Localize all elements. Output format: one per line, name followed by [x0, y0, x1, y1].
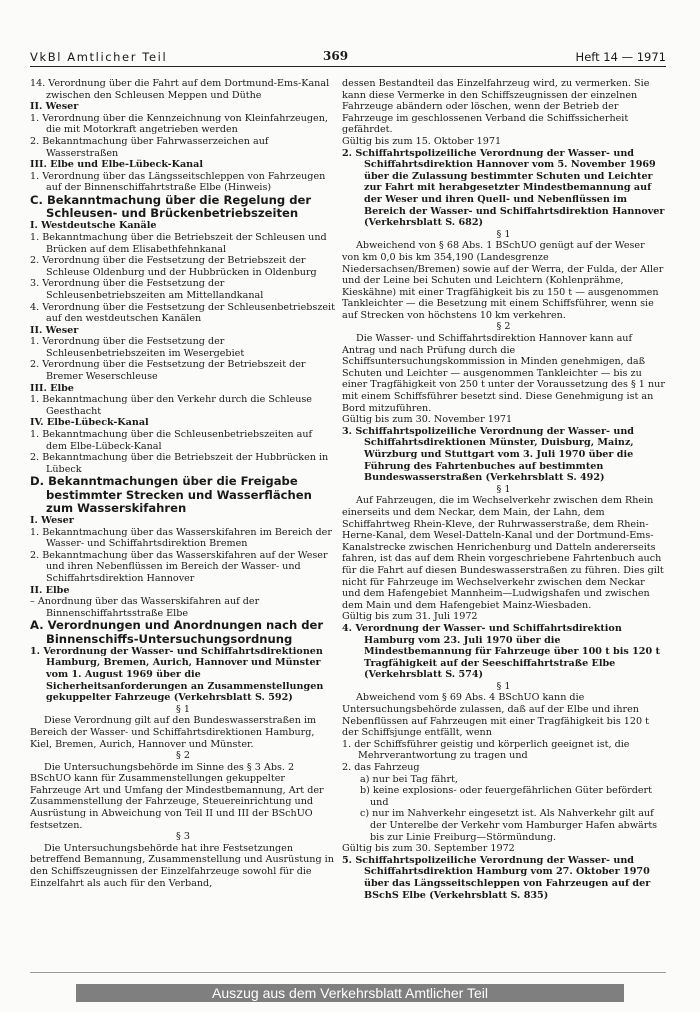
left-column-paragraph: § 1	[176, 703, 190, 715]
right-column-paragraph: 3. Schiffahrtspolizeiliche Verordnung der Wasser- und Schiffahrtsdirektionen Münster, Duisburg, Mainz, Würzburg und Stuttgart vom 3. Juli 1970 über die Führung des Fahrtenbuches auf bestimmten Bundeswasserstraßen (Verkehrsblatt S. 492)	[342, 425, 634, 484]
left-column-paragraph: 3. Verordnung über die Festsetzung der Schleusenbetriebszeiten am Mittellandkanal	[30, 278, 264, 301]
left-column-paragraph: § 3	[176, 831, 190, 843]
right-column-paragraph: Gültig bis zum 30. September 1972	[342, 843, 515, 855]
left-column-paragraph: II. Weser	[30, 324, 79, 336]
right-column-paragraph: b) keine explosions- oder feuergefährlichen Güter befördert und	[360, 785, 652, 808]
left-column-paragraph: 1. Verordnung über das Längsseitschleppen von Fahrzeugen auf der Binnenschiffahrtstraße Elbe (Hinweis)	[30, 170, 326, 194]
left-column-paragraph: 1. Bekanntmachung über das Wasserskifahren im Bereich der Wasser- und Schiffahrtsdirektion Bremen	[30, 526, 332, 550]
page-number: 369	[323, 49, 349, 63]
left-column-paragraph: 1. Bekanntmachung über die Betriebszeit der Schleusen und Brücken auf dem Elisabethfehnkanal	[30, 231, 327, 255]
footer-banner: Auszug aus dem Verkehrsblatt Amtlicher Teil	[76, 984, 624, 1002]
left-column-paragraph: Die Untersuchungsbehörde hat ihre Festsetzungen betreffend Bemannung, Zusammenstellung und Ausrüstung in den Schiffszeugnissen der Einzelfahrzeuge sowohl für die Einzelfahrt als auch für den Verband,	[30, 842, 334, 889]
left-column-paragraph: 1. Bekanntmachung über den Verkehr durch die Schleuse Geesthacht	[30, 394, 312, 417]
left-column-paragraph: 14. Verordnung über die Fahrt auf dem Dortmund-Ems-Kanal zwischen den Schleusen Meppen und Düthe	[30, 78, 330, 101]
right-column-paragraph: § 1	[496, 228, 511, 240]
right-column-paragraph: a) nur bei Tag fährt,	[360, 773, 458, 785]
right-column-paragraph: Auf Fahrzeugen, die im Wechselverkehr zwischen dem Rhein einerseits und dem Neckar, dem Main, der Lahn, dem Schiffahrtweg Rhein-Kleve, der Ruhrwasserstraße, dem Rhein-Herne-Kanal, dem Wesel-Datteln-Kanal und der Dortmund-Ems-Kanalstrecke zwischen Henrichenburg und Datteln andererseits fahren, ist das auf dem Rhein vorgeschriebene Fahrtenbuch auch für die Fahrt auf diesen Bundeswasserstraßen zu führen. Dies gilt nicht für Fahrzeuge im Wechselverkehr zwischen dem Neckar und dem Hafengebiet Mannheim—Ludwigshafen und zwischen dem Main und dem Hafengebiet Mainz-Wiesbaden.	[342, 495, 664, 611]
right-column	[342, 78, 665, 901]
left-column-paragraph: Diese Verordnung gilt auf den Bundeswasserstraßen im Bereich der Wasser- und Schiffahrtsdirektionen Hamburg, Kiel, Bremen, Aurich, Hannover und Münster.	[30, 715, 317, 750]
left-column-paragraph: 2. Verordnung über die Festsetzung der Betriebszeit der Bremer Weserschleuse	[30, 359, 306, 383]
left-column-paragraph: § 2	[176, 750, 190, 762]
left-column-paragraph: 2. Bekanntmachung über die Betriebszeit der Hubbrücken in Lübeck	[30, 452, 329, 475]
footer-rule	[30, 972, 666, 973]
left-column-paragraph: – Anordnung über das Wasserskifahren auf der Binnenschiffahrtsstraße Elbe	[30, 596, 260, 619]
left-column-paragraph: 2. Verordnung über die Festsetzung der Betriebszeit der Schleuse Oldenburg und der Hubbrücken in Oldenburg	[30, 255, 317, 278]
left-column	[30, 78, 336, 889]
left-column-paragraph: IV. Elbe-Lübeck-Kanal	[30, 417, 149, 429]
right-column-paragraph: 4. Verordnung der Wasser- und Schiffahrtsdirektion Hamburg vom 23. Juli 1970 über die Mindestbemannung für Fahrzeuge über 100 t bis 120 t Tragfähigkeit auf der Seeschiffahrtstraße Elbe (Verkehrsblatt S. 574)	[342, 622, 660, 681]
right-column-paragraph: § 1	[496, 483, 511, 495]
left-column-paragraph: I. Weser	[30, 515, 74, 527]
left-column-paragraph: III. Elbe	[30, 382, 74, 394]
right-column-paragraph: Abweichend vom § 69 Abs. 4 BSchUO kann die Untersuchungsbehörde zulassen, daß auf der Elbe und ihren Nebenflüssen auf Fahrzeugen mit einer Tragfähigkeit bis 120 t der Schiffsjunge entfällt, wenn	[342, 692, 650, 739]
header-rule	[30, 66, 666, 67]
right-column-paragraph: § 1	[496, 680, 511, 692]
right-column-paragraph: Abweichend von § 68 Abs. 1 BSchUO genügt auf der Weser von km 0,0 bis km 354,190 (Landesgrenze Niedersachsen/Bremen) sowie auf der Werra, der Fulda, der Aller und der Leine bei Schuten und Leichtern (Kohlenprähme, Kieskähne) mit einer Tragfähigkeit bis zu 150 t — ausgenommen Tankleichter — die Besetzung mit einem Schiffsführer, wenn sie auf Strecken von höchstens 10 km verkehren.	[342, 240, 664, 321]
left-column-paragraph: II. Elbe	[30, 584, 70, 596]
right-column-paragraph: 2. Schiffahrtspolizeiliche Verordnung der Wasser- und Schiffahrtsdirektion Hannover vom 5. November 1969 über die Zulassung bestimmter Schuten und Leichter zur Fahrt mit herabgesetzter Mindestbemannung auf der Weser und ihren Quell- und Nebenflüssen im Bereich der Wasser- und Schiffahrtsdirektion Hannover (Verkehrsblatt S. 682)	[342, 147, 665, 229]
left-column-paragraph: I. Westdeutsche Kanäle	[30, 220, 157, 232]
issue-label: Heft 14 — 1971	[575, 50, 666, 64]
right-column-paragraph: dessen Bestandteil das Einzelfahrzeug wird, zu vermerken. Sie kann diese Vermerke in den Schiffszeugnissen der einzelnen Fahrzeuge abändern oder löschen, wenn der Betrieb der Fahrzeuge im geschlossenen Verband die Schiffssicherheit gefährdet.	[342, 78, 650, 136]
left-column-paragraph: III. Elbe und Elbe-Lübeck-Kanal	[30, 159, 204, 171]
right-column-paragraph: § 2	[496, 321, 511, 333]
left-column-paragraph: 2. Bekanntmachung über das Wasserskifahren auf der Weser und ihren Nebenflüssen im Bereich der Wasser- und Schiffahrtsdirektion Hannover	[30, 549, 328, 584]
journal-title: VkBl Amtlicher Teil	[30, 50, 168, 64]
right-column-paragraph: 1. der Schiffsführer geistig und körperlich geeignet ist, die Mehrverantwortung zu tragen und	[342, 738, 630, 762]
left-column-paragraph: II. Weser	[30, 101, 79, 113]
left-column-paragraph: C. Bekanntmachung über die Regelung der Schleusen- und Brückenbetriebszeiten	[30, 192, 312, 221]
right-column-paragraph: Die Wasser- und Schiffahrtsdirektion Hannover kann auf Antrag und nach Prüfung durch die Schiffsuntersuchungskommission in Minden genehmigen, daß Schuten und Leichter — ausgenommen Tankleichter — bis zu einer Tragfähigkeit von 250 t unter der Voraussetzung des § 1 nur mit einem Schiffsführer besetzt sind. Diese Genehmigung ist an Bord mitzuführen.	[342, 333, 665, 414]
left-column-paragraph: A. Verordnungen und Anordnungen nach der Binnenschiffs-Untersuchungsordnung	[30, 618, 324, 646]
right-column-paragraph: 2. das Fahrzeug	[342, 762, 420, 774]
left-column-paragraph: D. Bekanntmachungen über die Freigabe bestimmter Strecken und Wasserflächen zum Wasserskifahren	[30, 474, 312, 515]
left-column-paragraph: 2. Bekanntmachung über Fahrwasserzeichen auf Wasserstraßen	[30, 135, 269, 159]
left-column-paragraph: 1. Bekanntmachung über die Schleusenbetriebszeiten auf dem Elbe-Lübeck-Kanal	[30, 429, 313, 452]
left-column-paragraph: 1. Verordnung über die Festsetzung der Schleusenbetriebszeiten im Wesergebiet	[30, 336, 245, 359]
left-column-paragraph: 1. Verordnung über die Kennzeichnung von Kleinfahrzeugen, die mit Motorkraft angetrieben werden	[30, 112, 328, 136]
left-column-paragraph: 1. Verordnung der Wasser- und Schiffahrtsdirektionen Hamburg, Bremen, Aurich, Hannover und Münster vom 1. August 1969 über die Sicherheitsanforderungen an Zusammenstellungen gekuppelter Fahrzeuge (Verkehrsblatt S. 592)	[30, 645, 324, 704]
left-column-paragraph: 4. Verordnung über die Festsetzung der Schleusenbetriebszeit auf den westdeutschen Kanälen	[30, 301, 335, 325]
page-header	[30, 50, 666, 66]
right-column-paragraph: 5. Schiffahrtspolizeiliche Verordnung der Wasser- und Schiffahrtsdirektion Hamburg vom 27. Oktober 1970 über das Längsseitschleppen von Fahrzeugen auf der BSchS Elbe (Verkehrsblatt S. 835)	[342, 854, 651, 901]
right-column-paragraph: Gültig bis zum 31. Juli 1972	[342, 611, 478, 623]
right-column-paragraph: Gültig bis zum 15. Oktober 1971	[342, 135, 502, 147]
right-column-paragraph: c) nur im Nahverkehr eingesetzt ist. Als Nahverkehr gilt auf der Unterelbe der Verkehr vom Hamburger Hafen abwärts bis zur Linie Freiburg—Störmündung.	[360, 808, 658, 843]
left-column-paragraph: Die Untersuchungsbehörde im Sinne des § 3 Abs. 2 BSchUO kann für Zusammenstellungen gekuppelter Fahrzeuge Art und Umfang der Mindestbemannung, Art der Zusammenstellung der Fahrzeuge, Steuereinrichtung und Ausrüstung in Abweichung von Teil II und III der BSchUO festsetzen.	[30, 761, 324, 831]
right-column-paragraph: Gültig bis zum 30. November 1971	[342, 414, 513, 426]
